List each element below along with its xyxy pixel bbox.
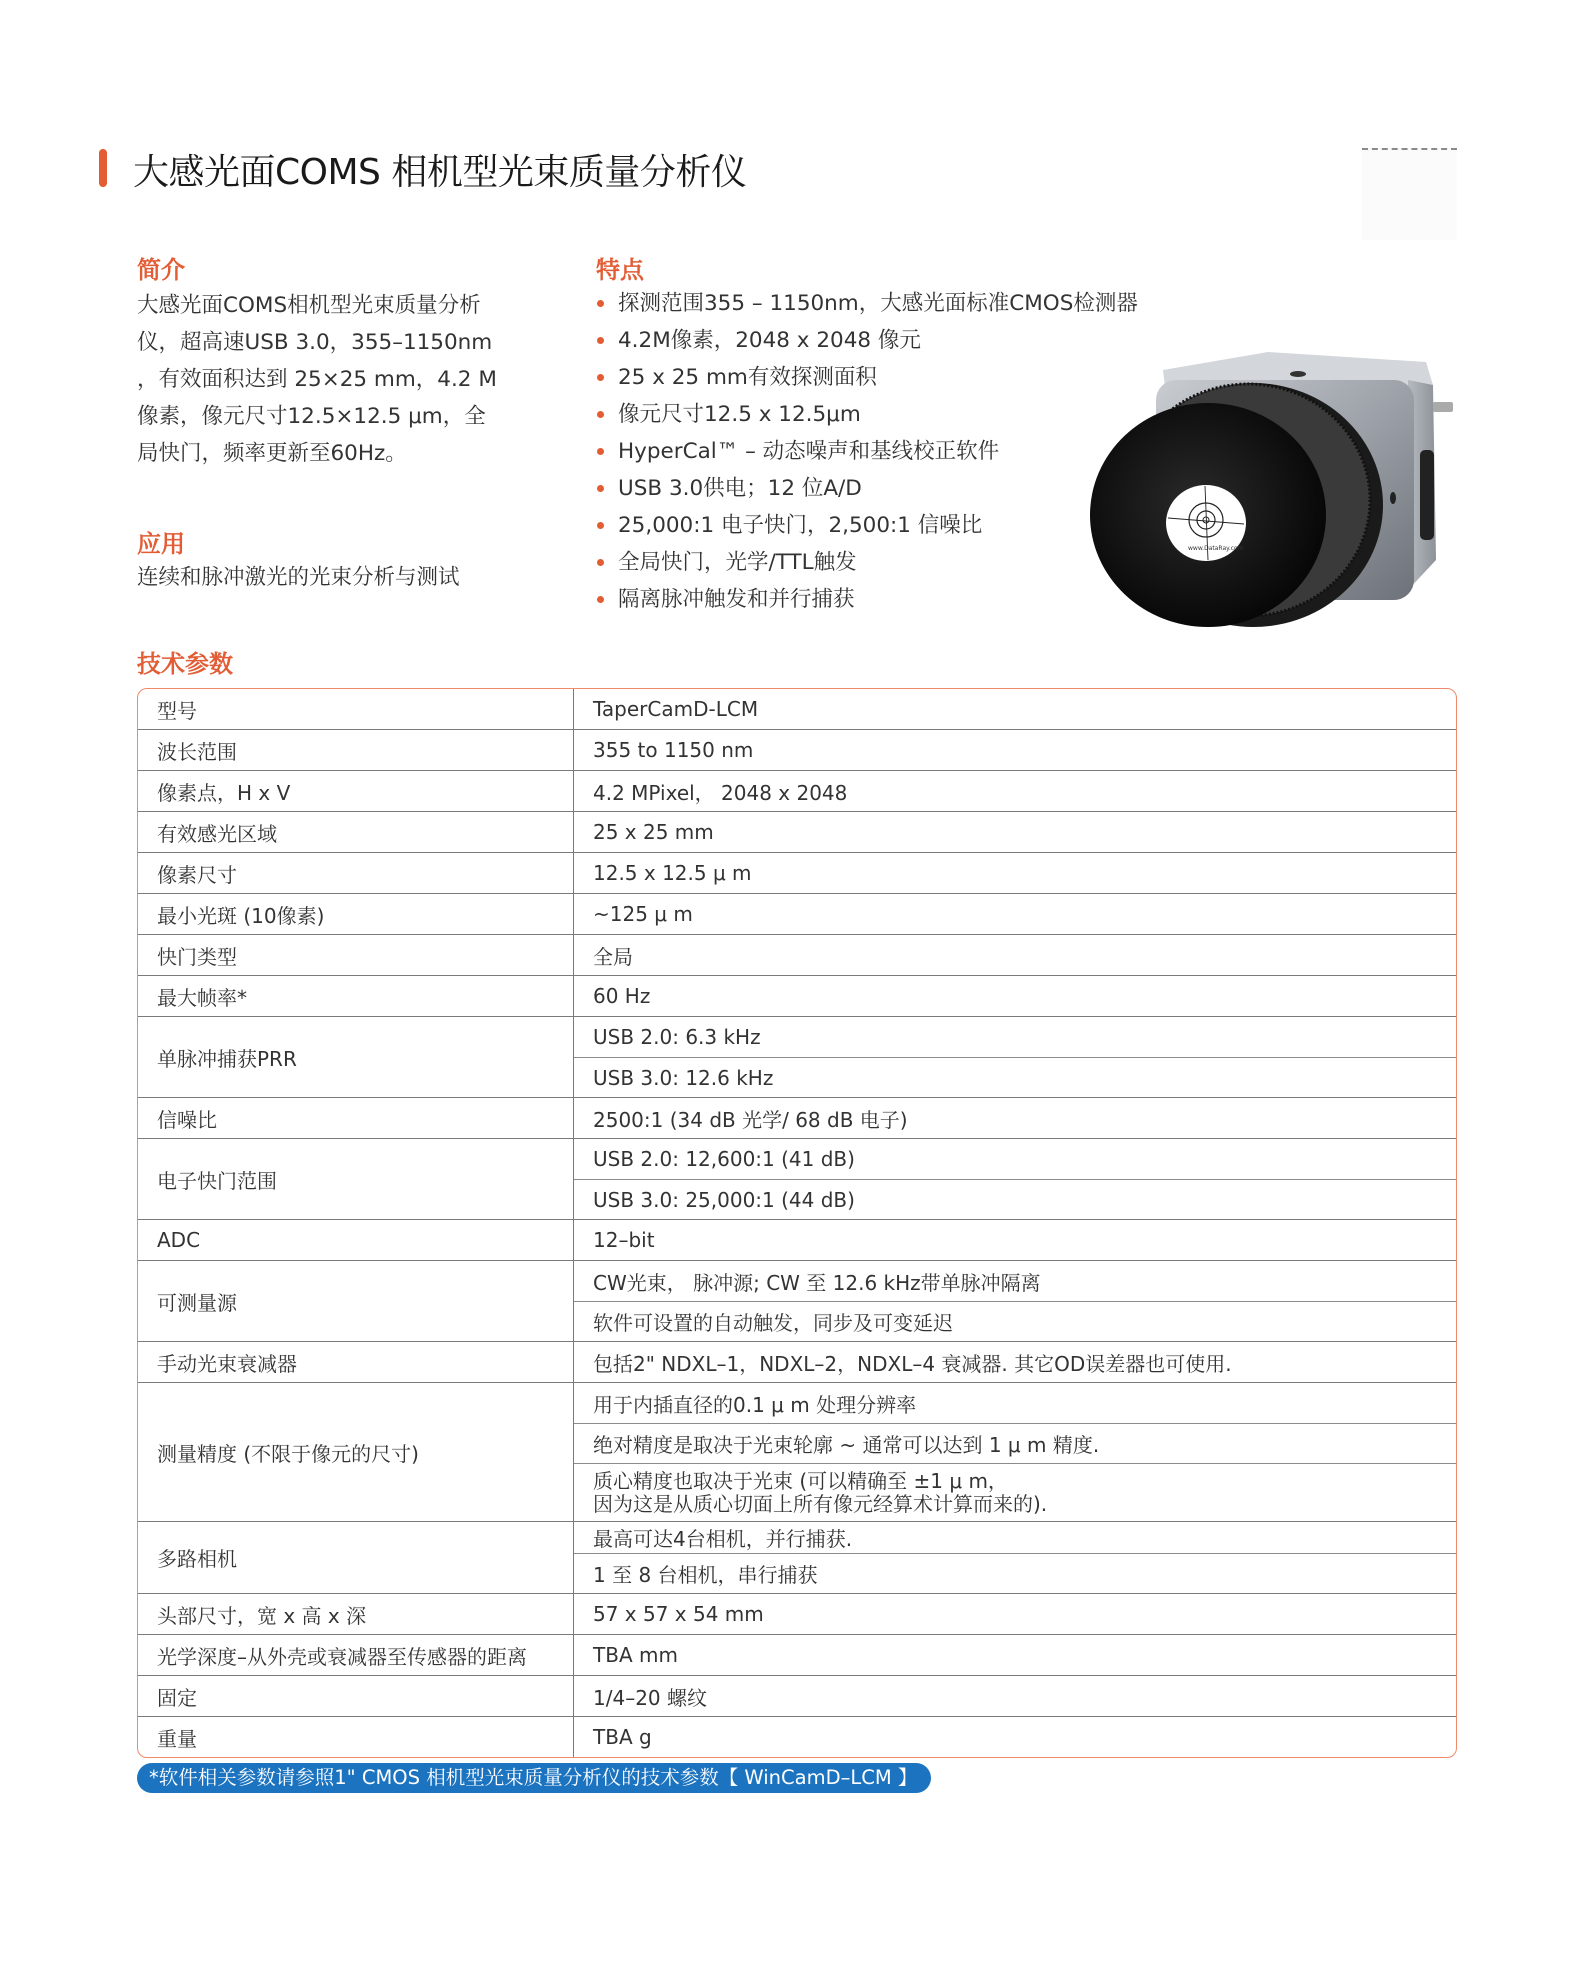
spec-value: 12–bit xyxy=(593,1228,655,1252)
spec-label: 手动光束衰减器 xyxy=(138,1342,574,1382)
spec-label: ADC xyxy=(138,1220,574,1260)
spec-table xyxy=(137,688,1457,1758)
spec-label: 快门类型 xyxy=(138,935,574,975)
intro-line: ，有效面积达到 25×25 mm，4.2 M xyxy=(137,367,497,392)
spec-value: TBA mm xyxy=(593,1643,678,1667)
table-row xyxy=(138,934,1456,975)
intro-line: 像素，像元尺寸12.5×12.5 μm，全 xyxy=(137,404,486,429)
spec-label: 像素尺寸 xyxy=(138,853,574,893)
table-row xyxy=(138,1521,1456,1593)
spec-value: 355 to 1150 nm xyxy=(593,738,754,762)
table-row xyxy=(138,1716,1456,1757)
spec-label: 光学深度–从外壳或衰减器至传感器的距离 xyxy=(138,1635,574,1675)
applications-text: 连续和脉冲激光的光束分析与测试 xyxy=(137,565,460,590)
spec-value: 2500:1 (34 dB 光学/ 68 dB 电子) xyxy=(593,1107,908,1132)
spec-value: 包括2" NDXL–1，NDXL–2，NDXL–4 衰减器. 其它OD误差器也可使用. xyxy=(593,1351,1232,1376)
spec-label: 像素点，H x V xyxy=(138,771,574,811)
features-list xyxy=(595,285,1138,618)
feature-item: 探测范围355 – 1150nm，大感光面标准CMOS检测器 xyxy=(595,285,1138,322)
table-row xyxy=(138,1341,1456,1382)
table-row xyxy=(138,1675,1456,1716)
spec-value-multiline xyxy=(574,1463,1456,1521)
applications-heading: 应用 xyxy=(137,530,185,558)
feature-item: 25 x 25 mm有效探测面积 xyxy=(595,359,1138,396)
table-row xyxy=(138,811,1456,852)
table-row xyxy=(138,1260,1456,1341)
table-row xyxy=(138,1382,1456,1521)
table-row xyxy=(138,729,1456,770)
spec-label: 可测量源 xyxy=(138,1261,574,1341)
table-row xyxy=(138,893,1456,934)
spec-label: 多路相机 xyxy=(138,1522,574,1593)
spec-value-line: 质心精度也取决于光束 (可以精确至 ±1 μ m， xyxy=(593,1468,1008,1493)
spec-label: 电子快门范围 xyxy=(138,1139,574,1219)
spec-value: 4.2 MPixel， 2048 x 2048 xyxy=(593,780,848,805)
spec-value: 全局 xyxy=(593,944,633,969)
feature-item: 4.2M像素，2048 x 2048 像元 xyxy=(595,322,1138,359)
spec-value: 绝对精度是取决于光束轮廓 ~ 通常可以达到 1 μ m 精度. xyxy=(574,1423,1456,1463)
spec-label: 最大帧率* xyxy=(138,976,574,1016)
table-row xyxy=(138,689,1456,729)
intro-line: 局快门，频率更新至60Hz。 xyxy=(137,441,407,466)
spec-value: 57 x 57 x 54 mm xyxy=(593,1602,764,1626)
intro-text xyxy=(137,287,557,472)
spec-value: TaperCamD-LCM xyxy=(593,697,759,721)
spec-label: 固定 xyxy=(138,1676,574,1716)
spec-label: 信噪比 xyxy=(138,1098,574,1138)
spec-value-line: 因为这是从质心切面上所有像元经算术计算而来的). xyxy=(593,1491,1048,1516)
feature-item: 25,000:1 电子快门，2,500:1 信噪比 xyxy=(595,507,1138,544)
specs-heading: 技术参数 xyxy=(137,650,233,678)
spec-value: USB 2.0: 12,600:1 (41 dB) xyxy=(593,1147,855,1171)
spec-value: 用于内插直径的0.1 μ m 处理分辨率 xyxy=(593,1392,917,1417)
intro-heading: 简介 xyxy=(137,256,185,284)
table-row xyxy=(138,1219,1456,1260)
spec-label: 有效感光区域 xyxy=(138,812,574,852)
spec-label: 测量精度 (不限于像元的尺寸) xyxy=(138,1383,574,1521)
footer-note: *软件相关参数请参照1" CMOS 相机型光束质量分析仪的技术参数【 WinCamD–LCM 】 xyxy=(137,1763,931,1793)
spec-value: 软件可设置的自动触发，同步及可变延迟 xyxy=(574,1301,1456,1341)
spec-label: 单脉冲捕获PRR xyxy=(138,1017,574,1097)
spec-value: 1/4–20 螺纹 xyxy=(593,1685,707,1710)
feature-item: 全局快门，光学/TTL触发 xyxy=(595,544,1138,581)
spec-value: 12.5 x 12.5 μ m xyxy=(593,861,752,885)
spec-value: USB 2.0: 6.3 kHz xyxy=(593,1025,761,1049)
feature-item: 像元尺寸12.5 x 12.5μm xyxy=(595,396,1138,433)
intro-line: 仪，超高速USB 3.0，355–1150nm xyxy=(137,330,493,355)
spec-value: 60 Hz xyxy=(593,984,651,1008)
intro-line: 大感光面COMS相机型光束质量分析 xyxy=(137,293,481,318)
table-row xyxy=(138,1634,1456,1675)
spec-value: USB 3.0: 25,000:1 (44 dB) xyxy=(574,1179,1456,1219)
feature-item: HyperCal™ – 动态噪声和基线校正软件 xyxy=(595,433,1138,470)
table-row xyxy=(138,1097,1456,1138)
spec-label: 波长范围 xyxy=(138,730,574,770)
spec-value: ~125 μ m xyxy=(593,902,693,926)
table-row xyxy=(138,975,1456,1016)
page-title: 大感光面COMS 相机型光束质量分析仪 xyxy=(133,152,747,193)
spec-label: 最小光斑 (10像素) xyxy=(138,894,574,934)
beam-profiler-camera-icon xyxy=(1088,340,1458,630)
features-heading: 特点 xyxy=(596,256,644,284)
table-row xyxy=(138,770,1456,811)
table-row xyxy=(138,1016,1456,1097)
spec-value: TBA g xyxy=(593,1725,652,1749)
corner-placeholder xyxy=(1362,148,1457,240)
spec-label: 头部尺寸，宽 x 高 x 深 xyxy=(138,1594,574,1634)
table-row xyxy=(138,852,1456,893)
table-row xyxy=(138,1138,1456,1219)
spec-value: 最高可达4台相机，并行捕获. xyxy=(593,1527,853,1551)
spec-label: 型号 xyxy=(138,689,574,729)
spec-value: CW光束， 脉冲源; CW 至 12.6 kHz带单脉冲隔离 xyxy=(593,1270,1041,1295)
product-image xyxy=(1088,340,1458,630)
spec-value: 25 x 25 mm xyxy=(593,820,714,844)
feature-item: 隔离脉冲触发和并行捕获 xyxy=(595,581,1138,618)
spec-value: USB 3.0: 12.6 kHz xyxy=(574,1057,1456,1097)
spec-label: 重量 xyxy=(138,1717,574,1757)
title-accent-bar xyxy=(99,149,107,187)
feature-item: USB 3.0供电；12 位A/D xyxy=(595,470,1138,507)
spec-value: 1 至 8 台相机，串行捕获 xyxy=(574,1553,1456,1593)
table-row xyxy=(138,1593,1456,1634)
svg-text:www.DataRay.com: www.DataRay.com xyxy=(1188,545,1244,552)
